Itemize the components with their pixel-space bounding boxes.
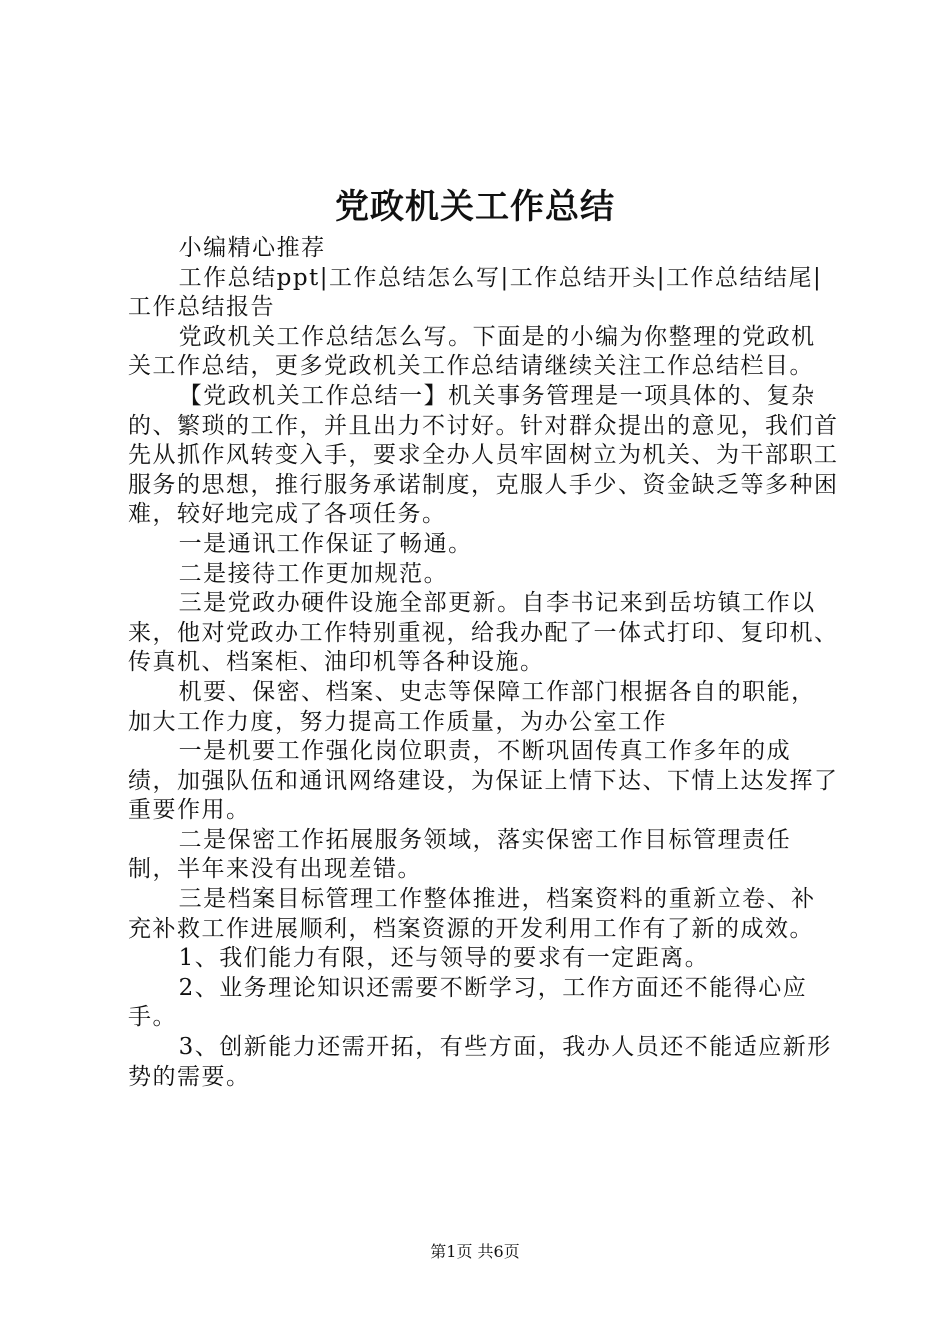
- paragraph: 2、业务理论知识还需要不断学习，工作方面还不能得心应手。: [128, 974, 808, 1031]
- paragraph: 党政机关工作总结怎么写。下面是的小编为你整理的党政机关工作总结，更多党政机关工作总结请继续关注工作总结栏目。: [128, 323, 816, 380]
- paragraph: 一是机要工作强化岗位职责，不断巩固传真工作多年的成绩，加强队伍和通讯网络建设，为保证上情下达、下情上达发挥了重要作用。: [128, 738, 839, 824]
- document-title: 党政机关工作总结: [335, 187, 615, 227]
- paragraph: 二是保密工作拓展服务领域，落实保密工作目标管理责任制，半年来没有出现差错。: [128, 826, 792, 883]
- page-indicator: 第1页 共6页: [430, 1242, 520, 1261]
- paragraph: 二是接待工作更加规范。: [178, 560, 449, 587]
- paragraph: 小编精心推荐: [178, 235, 326, 261]
- paragraph: 3、创新能力还需开拓，有些方面，我办人员还不能适应新形势的需要。: [128, 1034, 832, 1090]
- paragraph: 三是党政办硬件设施全部更新。自李书记来到岳坊镇工作以来，他对党政办工作特别重视，给我办配了一体式打印、复印机、传真机、档案柜、油印机等各种设施。: [128, 590, 839, 676]
- document-body: [128, 234, 840, 1092]
- paragraph: 【党政机关工作总结一】机关事务管理是一项具体的、复杂的、繁琐的工作，并且出力不讨好。针对群众提出的意见，我们首先从抓作风转变入手，要求全办人员牢固树立为机关、为干部职工服务的思想，推行服务承诺制度，克服人手少、资金缺乏等多种困难，较好地完成了各项任务。: [128, 382, 839, 528]
- paragraph: 一是通讯工作保证了畅通。: [178, 530, 473, 557]
- paragraph: 工作总结ppt|工作总结怎么写|工作总结开头|工作总结结尾|工作总结报告: [128, 264, 823, 321]
- paragraph: 机要、保密、档案、史志等保障工作部门根据各自的职能，加大工作力度，努力提高工作质量，为办公室工作: [128, 678, 816, 735]
- paragraph: 三是档案目标管理工作整体推进，档案资料的重新立卷、补充补救工作进展顺利，档案资源的开发利用工作有了新的成效。: [128, 886, 816, 942]
- paragraph: 1、我们能力有限，还与领导的要求有一定距离。: [178, 945, 710, 972]
